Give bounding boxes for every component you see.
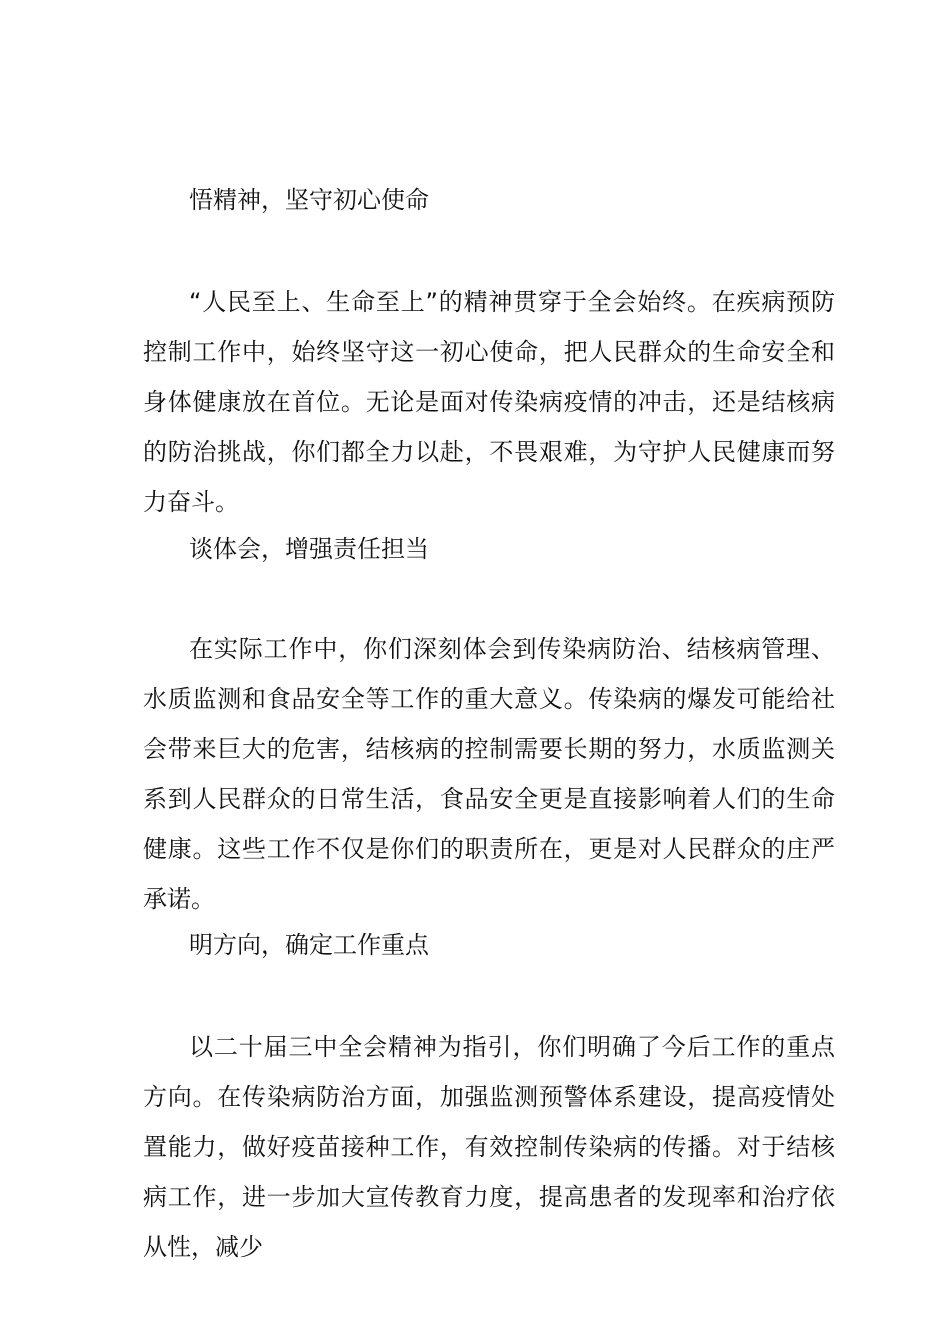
section-heading: 明方向，确定工作重点 (189, 931, 429, 959)
section-paragraph: “人民至上、生命至上”的精神贯穿于全会始终。在疾病预防控制工作中，始终坚守这一初心使命，把人民群众的生命安全和身体健康放在首位。无论是面对传染病疫情的冲击，还是结核病的防治挑战，你们都全力以赴，不畏艰难，为守护人民健康而努力奋斗。 (143, 288, 835, 516)
section-paragraph: 以二十届三中全会精神为指引，你们明确了今后工作的重点方向。在传染病防治方面，加强监测预警体系建设，提高疫情处置能力，做好疫苗接种工作，有效控制传染病的传播。对于结核病工作，进一步加大宣传教育力度，提高患者的发现率和治疗依从性，减少 (143, 1033, 835, 1261)
section-heading: 谈体会，增强责任担当 (189, 535, 429, 563)
section-paragraph: 在实际工作中，你们深刻体会到传染病防治、结核病管理、水质监测和食品安全等工作的重大意义。传染病的爆发可能给社会带来巨大的危害，结核病的控制需要长期的努力，水质监测关系到人民群众的日常生活，食品安全更是直接影响着人们的生命健康。这些工作不仅是你们的职责所在，更是对人民群众的庄严承诺。 (143, 635, 835, 913)
section-heading: 悟精神，坚守初心使命 (189, 186, 429, 214)
